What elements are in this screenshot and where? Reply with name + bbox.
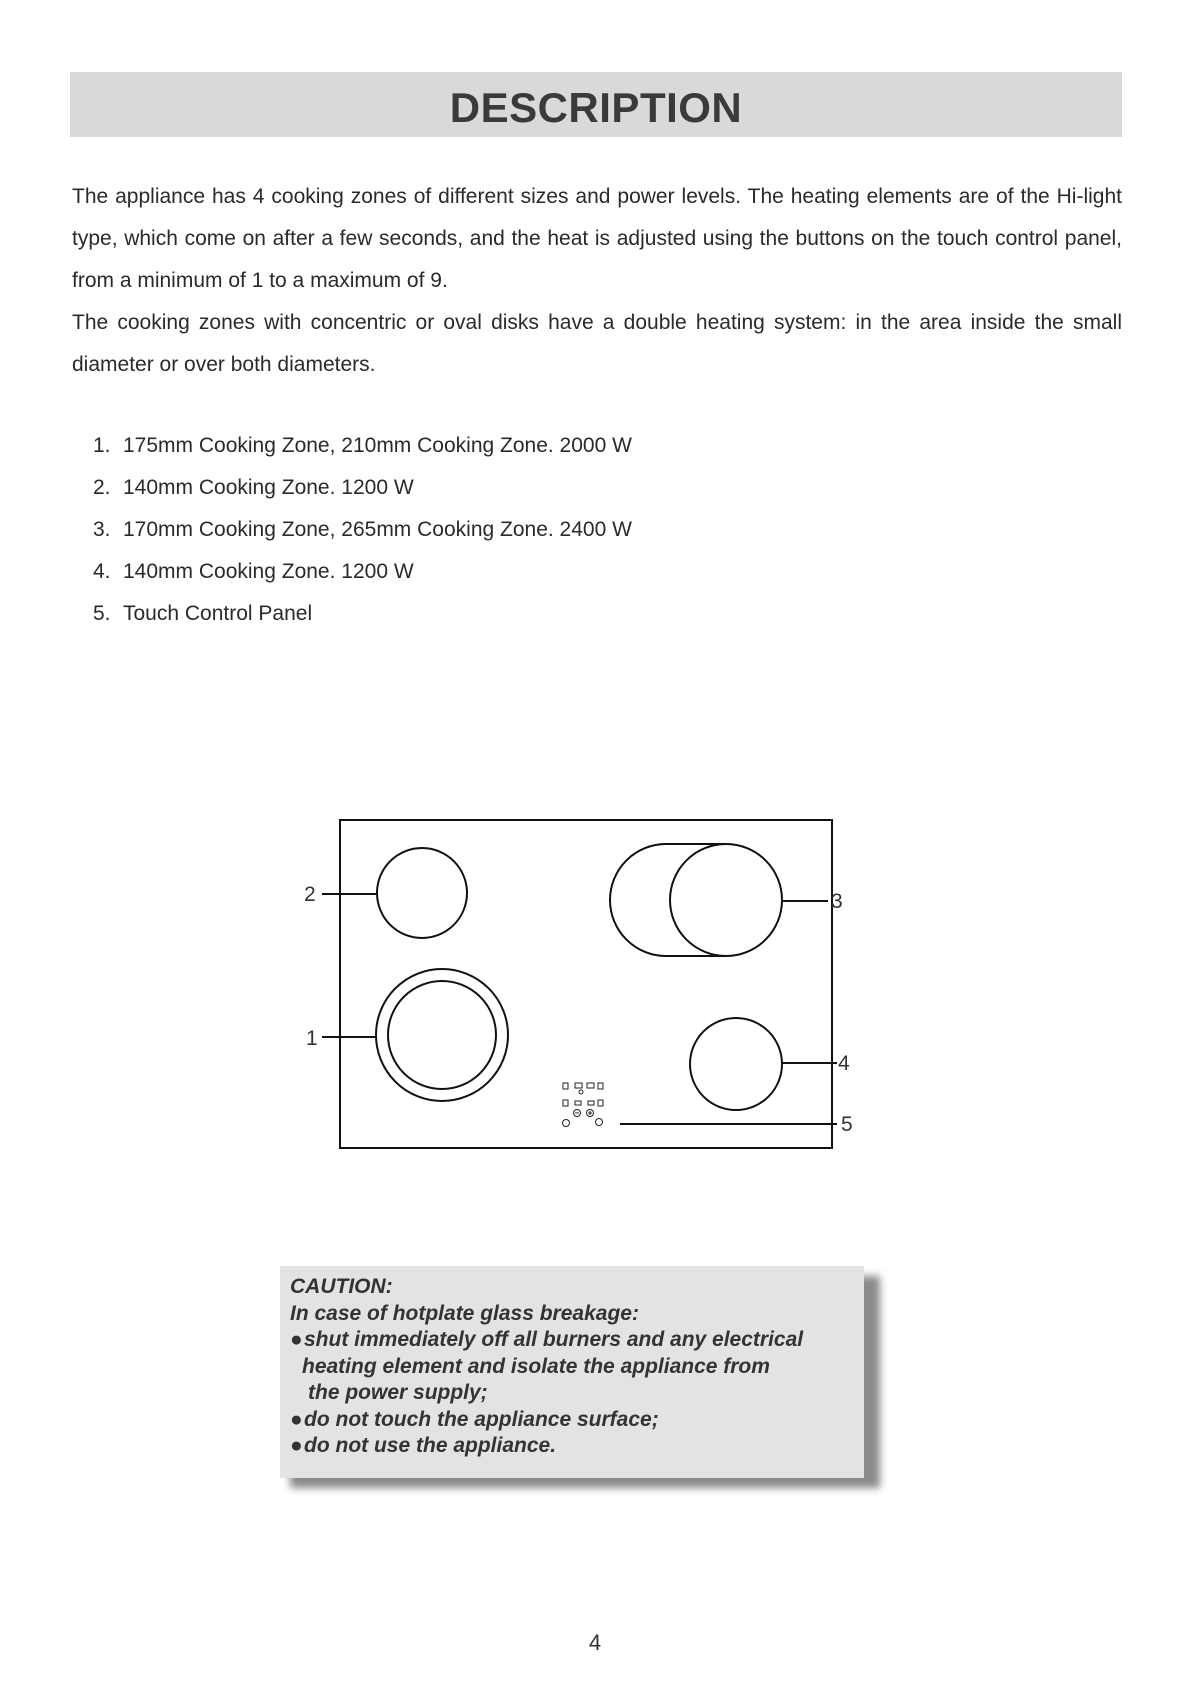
cooking-zone-3 xyxy=(670,844,782,956)
cooking-zone-2 xyxy=(377,848,467,938)
panel-key xyxy=(563,1100,568,1106)
diagram-label-2: 2 xyxy=(304,883,316,906)
caution-item-text: do not use the appliance. xyxy=(304,1434,557,1457)
lock-icon xyxy=(596,1119,603,1126)
panel-key xyxy=(563,1083,568,1089)
cooking-zone-3-extension xyxy=(610,844,726,956)
list-item xyxy=(93,425,632,467)
intro-paragraph-1: The appliance has 4 cooking zones of different sizes and power levels. The heating elements are of the Hi-light type, which come on after a few seconds, and the heat is adjusted using the buttons on the touch control panel, from a minimum of 1 to a maximum of 9. xyxy=(72,185,1122,292)
diagram-label-1: 1 xyxy=(306,1027,318,1050)
list-item-number: 1. xyxy=(93,434,111,457)
list-item-text: Touch Control Panel xyxy=(123,602,313,625)
panel-key xyxy=(587,1083,594,1088)
components-list xyxy=(93,425,632,635)
list-item xyxy=(93,509,632,551)
intro-text xyxy=(72,176,1122,386)
panel-key xyxy=(575,1083,582,1088)
intro-paragraph-2: The cooking zones with concentric or oval disks have a double heating system: in the area inside the small diameter or over both diameters. xyxy=(72,311,1122,376)
caution-item xyxy=(290,1433,854,1460)
list-item-number: 2. xyxy=(93,476,111,499)
caution-item xyxy=(290,1327,854,1354)
list-item xyxy=(93,593,632,635)
caution-box xyxy=(280,1266,864,1478)
diagram-label-3: 3 xyxy=(831,890,843,913)
list-item-text: 175mm Cooking Zone, 210mm Cooking Zone. 2000 W xyxy=(123,434,632,457)
bullet-icon: ● xyxy=(290,1328,303,1351)
hob-outline xyxy=(340,820,832,1148)
panel-key xyxy=(588,1101,594,1105)
list-item-text: 170mm Cooking Zone, 265mm Cooking Zone. 2400 W xyxy=(123,518,632,541)
page-title: DESCRIPTION xyxy=(449,84,743,131)
list-item-number: 5. xyxy=(93,602,111,625)
caution-item-continuation: the power supply; xyxy=(308,1381,488,1404)
caution-item xyxy=(290,1407,854,1434)
panel-key xyxy=(575,1101,581,1105)
list-item xyxy=(93,551,632,593)
panel-key xyxy=(598,1100,603,1106)
list-item xyxy=(93,467,632,509)
page-number: 4 xyxy=(588,1630,602,1655)
touch-control-panel xyxy=(563,1083,604,1127)
panel-indicator xyxy=(579,1090,583,1094)
bullet-icon: ● xyxy=(290,1407,303,1431)
caution-item-text: do not touch the appliance surface; xyxy=(304,1407,659,1431)
bullet-icon: ● xyxy=(290,1434,303,1457)
hob-diagram xyxy=(290,810,890,1160)
caution-item-continuation: heating element and isolate the appliance from xyxy=(302,1354,770,1378)
list-item-number: 4. xyxy=(93,560,111,583)
cooking-zone-4 xyxy=(690,1018,782,1110)
caution-subtitle: In case of hotplate glass breakage: xyxy=(290,1301,639,1325)
caution-item-text: shut immediately off all burners and any electrical xyxy=(304,1328,804,1351)
cooking-zone-1-outer xyxy=(376,969,508,1101)
cooking-zone-1-inner xyxy=(388,981,496,1089)
header-bar xyxy=(70,72,1122,137)
diagram-label-4: 4 xyxy=(838,1052,850,1075)
list-item-number: 3. xyxy=(93,518,111,541)
list-item-text: 140mm Cooking Zone. 1200 W xyxy=(123,476,414,499)
list-item-text: 140mm Cooking Zone. 1200 W xyxy=(123,560,414,583)
panel-key xyxy=(598,1083,603,1089)
power-icon xyxy=(563,1120,570,1127)
diagram-label-5: 5 xyxy=(841,1113,853,1136)
caution-title: CAUTION: xyxy=(290,1275,393,1298)
